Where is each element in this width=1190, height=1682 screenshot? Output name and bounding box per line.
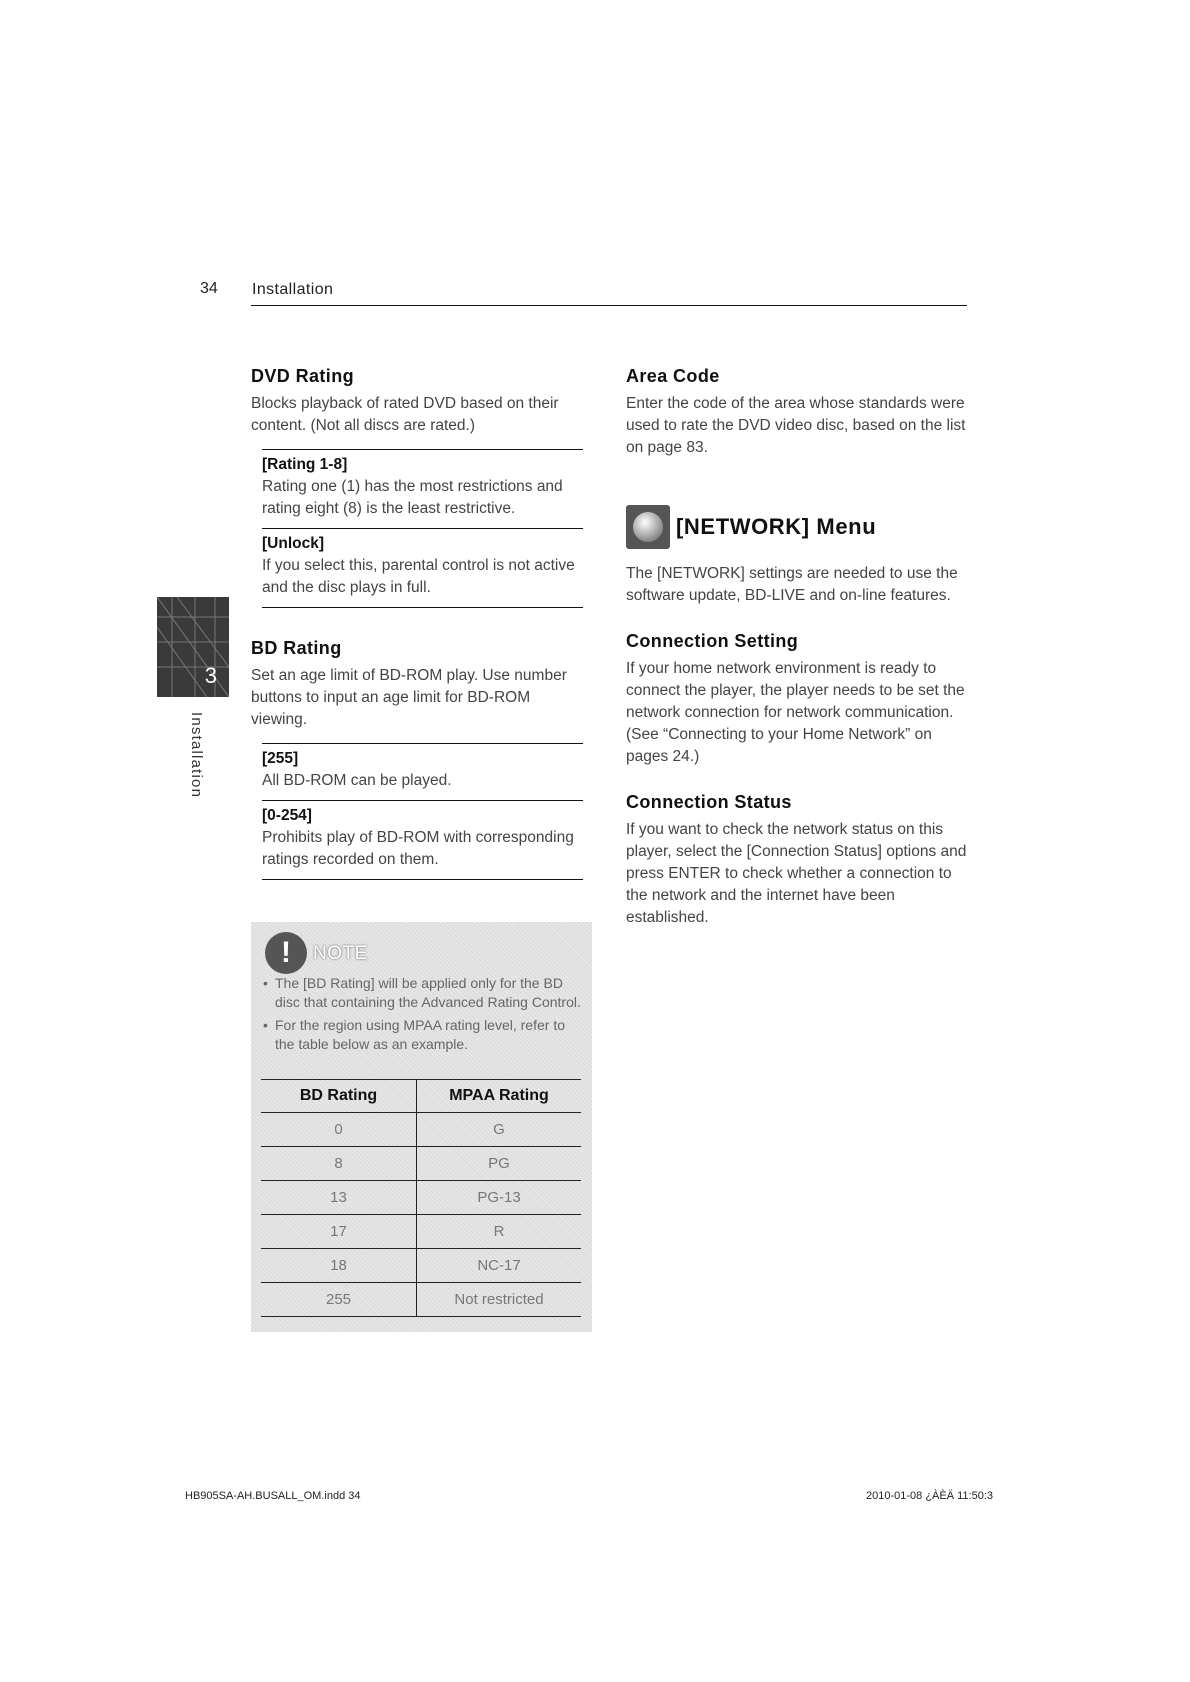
table-row xyxy=(261,1283,581,1317)
table-cell: 13 xyxy=(261,1181,417,1215)
network-globe-icon xyxy=(626,505,670,549)
table-row xyxy=(261,1147,581,1181)
option-title: [255] xyxy=(262,750,299,767)
dvd-rating-heading: DVD Rating xyxy=(251,366,354,386)
table-cell: Not restricted xyxy=(417,1283,582,1317)
area-code-body: Enter the code of the area whose standards were used to rate the DVD video disc, based on the list on page 83. xyxy=(626,395,966,456)
table-cell: G xyxy=(417,1113,582,1147)
table-row xyxy=(261,1249,581,1283)
option-divider xyxy=(262,743,583,744)
table-cell: 17 xyxy=(261,1215,417,1249)
area-code-heading: Area Code xyxy=(626,366,720,386)
table-cell: R xyxy=(417,1215,582,1249)
note-list xyxy=(261,974,581,1058)
connection-setting-body: If your home network environment is ready to connect the player, the player needs to be set the network connection for network communication. (See “Connecting to your Home Network” on pages 24.) xyxy=(626,660,965,765)
table-cell: 8 xyxy=(261,1147,417,1181)
table-row xyxy=(261,1215,581,1249)
table-cell: PG xyxy=(417,1147,582,1181)
table-cell: 255 xyxy=(261,1283,417,1317)
option-text: Rating one (1) has the most restrictions and rating eight (8) is the least restrictive. xyxy=(262,478,563,517)
note-box xyxy=(251,922,592,1332)
section-title: Installation xyxy=(252,281,334,298)
option-divider xyxy=(262,528,583,529)
note-item: • The [BD Rating] will be applied only for the BD disc that containing the Advanced Rating Control. xyxy=(261,974,581,1012)
table-cell: 0 xyxy=(261,1113,417,1147)
chapter-label: Installation xyxy=(188,712,205,799)
table-row xyxy=(261,1181,581,1215)
table-cell: NC-17 xyxy=(417,1249,582,1283)
bd-rating-heading: BD Rating xyxy=(251,638,342,658)
option-text: If you select this, parental control is not active and the disc plays in full. xyxy=(262,557,575,596)
network-menu-body: The [NETWORK] settings are needed to use the software update, BD-LIVE and on-line features. xyxy=(626,565,958,604)
note-title: NOTE xyxy=(313,943,368,964)
footer-timestamp: 2010-01-08 ¿ÀÈÄ 11:50:3 xyxy=(866,1490,993,1502)
option-divider xyxy=(262,800,583,801)
note-item: • For the region using MPAA rating level, refer to the table below as an example. xyxy=(261,1016,581,1054)
column-header: BD Rating xyxy=(261,1080,417,1113)
left-column xyxy=(251,366,583,880)
right-column xyxy=(626,366,971,929)
table-row xyxy=(261,1113,581,1147)
option-title: [Unlock] xyxy=(262,535,324,552)
connection-status-heading: Connection Status xyxy=(626,792,792,812)
connection-setting-heading: Connection Setting xyxy=(626,631,799,651)
rating-table xyxy=(261,1079,581,1317)
table-header-row xyxy=(261,1080,581,1113)
chapter-number: 3 xyxy=(204,663,217,688)
table-cell: PG-13 xyxy=(417,1181,582,1215)
option-title: [0-254] xyxy=(262,807,312,824)
option-text: Prohibits play of BD-ROM with corresponding ratings recorded on them. xyxy=(262,829,574,868)
footer-file-info: HB905SA-AH.BUSALL_OM.indd 34 xyxy=(185,1490,361,1502)
chapter-tab-pattern xyxy=(157,597,229,697)
network-menu-heading xyxy=(626,505,971,549)
header-divider xyxy=(251,305,967,306)
exclamation-icon: ! xyxy=(265,932,307,974)
column-header: MPAA Rating xyxy=(417,1080,582,1113)
option-divider xyxy=(262,879,583,880)
chapter-tab xyxy=(157,597,229,697)
option-title: [Rating 1-8] xyxy=(262,456,348,473)
dvd-rating-body: Blocks playback of rated DVD based on their content. (Not all discs are rated.) xyxy=(251,395,559,434)
bd-rating-body: Set an age limit of BD-ROM play. Use number buttons to input an age limit for BD-ROM viewing. xyxy=(251,667,567,728)
page-number: 34 xyxy=(200,280,218,297)
network-menu-title: [NETWORK] Menu xyxy=(676,514,877,539)
connection-status-body: If you want to check the network status on this player, select the [Connection Status] options and press ENTER to check whether a connection to the network and the internet have been established. xyxy=(626,821,967,926)
table-cell: 18 xyxy=(261,1249,417,1283)
option-text: All BD-ROM can be played. xyxy=(262,772,452,789)
option-divider xyxy=(262,449,583,450)
